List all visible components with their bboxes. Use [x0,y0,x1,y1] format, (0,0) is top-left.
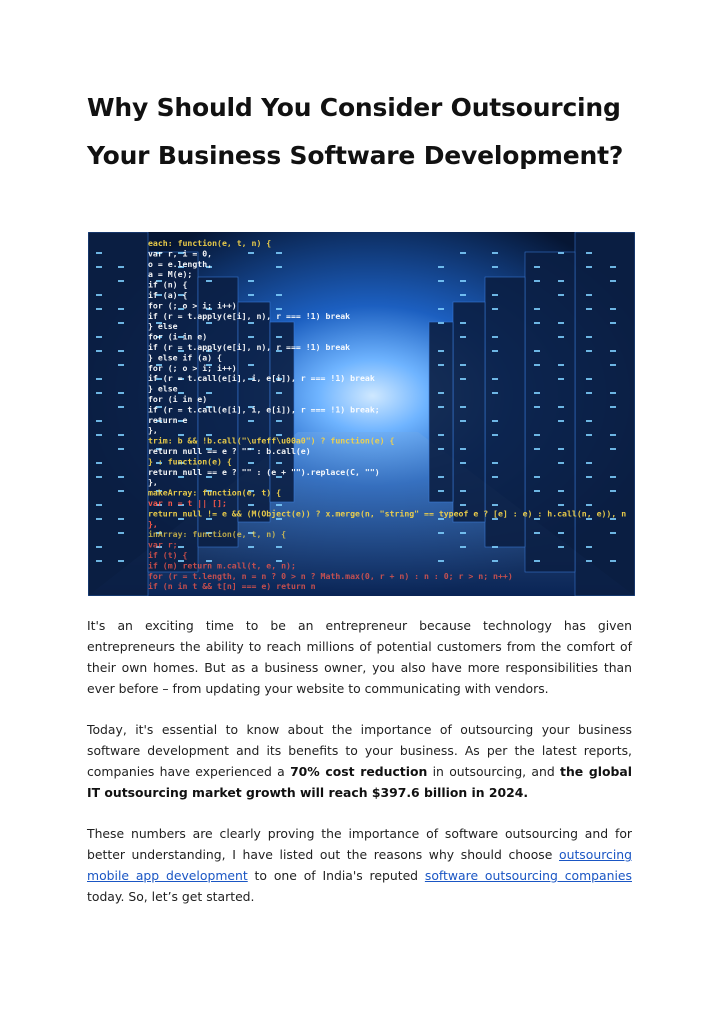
rack-light [610,322,616,324]
code-line: for (; o > i; i++) [148,362,237,373]
rack-light [248,364,254,366]
code-line: each: function(e, t, n) { [148,238,272,248]
rack-light [534,266,540,268]
rack-light [248,462,254,464]
code-line: trim: b && !b.call("\ufeff\u00a0") ? function(e) { [148,435,395,446]
rack-light [438,308,444,310]
rack-light [438,490,444,492]
stats-text-1: Today, it's essential to know about the importance of outsourcing your business software development and its benefits to your business. As per the latest reports, companies have experienced a [87,722,632,779]
rack-light [118,364,124,366]
rack-light [276,546,282,548]
rack-light [276,336,282,338]
rack-light [534,434,540,436]
rack-light [586,434,592,436]
rack-light [558,322,564,324]
rack-light [438,406,444,408]
rack-light [610,350,616,352]
rack-light [276,462,282,464]
rack-light [438,392,444,394]
rack-light [96,560,102,562]
rack-light [558,546,564,548]
rack-light [460,406,466,408]
rack-light [610,392,616,394]
rack-light [558,378,564,380]
code-line: } else if (a) { [148,352,222,363]
rack-light [534,448,540,450]
rack-light [534,364,540,366]
rack-light [178,546,184,548]
rack-light [118,322,124,324]
rack-light [118,350,124,352]
rack-light [276,392,282,394]
code-line: makeArray: function(e, t) { [148,487,282,498]
code-line: if (m) return m.call(t, e, n); [148,560,296,571]
rack-light [96,336,102,338]
rack-light [586,294,592,296]
rack-light [276,420,282,422]
code-line: var n = t || []; [148,498,227,508]
rack-light [96,420,102,422]
rack-light [610,532,616,534]
code-line: } else [148,383,178,394]
rack-light [586,504,592,506]
rack-light [248,336,254,338]
rack-light [96,546,102,548]
rack-light [460,364,466,366]
reasons-text-2: to one of India's reputed [247,867,425,883]
software-outsourcing-companies-link[interactable]: software outsourcing companies [424,867,632,883]
rack-light [492,350,498,352]
code-line: }, [148,425,158,436]
rack-light [438,434,444,436]
rack-light [118,476,124,478]
rack-light [586,546,592,548]
rack-light [492,504,498,506]
rack-light [96,308,102,310]
rack-light [118,280,124,282]
rack-light [438,560,444,562]
rack-light [558,280,564,282]
rack-light [610,434,616,436]
rack-light [438,280,444,282]
rack-light [492,252,498,254]
rack-light [610,280,616,282]
rack-light [118,406,124,408]
rack-light [248,280,254,282]
rack-light [586,378,592,380]
rack-light [558,462,564,464]
rack-light [96,294,102,296]
rack-light [460,280,466,282]
code-line: if (r = t.call(e[i], i, e[i]), r === !1) break; [148,404,380,415]
rack-light [534,308,540,310]
market-growth-stat: the global IT outsourcing market growth will reach $397.6 billion in 2024. [87,763,632,800]
reasons-text-1: These numbers are clearly proving the importance of software outsourcing and for better understanding, I have listed out the reasons why should choose [87,826,632,862]
rack-light [96,266,102,268]
rack-light [492,336,498,338]
rack-light [558,420,564,422]
rack-light [610,406,616,408]
rack-light [96,504,102,506]
rack-light [460,322,466,324]
rack-light [96,392,102,394]
code-line: for (i in e) [148,394,208,404]
rack-light [118,448,124,450]
rack-light [534,350,540,352]
rack-light [438,350,444,352]
code-line: } else [148,321,178,332]
code-line: o = e.length, [148,258,213,269]
rack-light [460,252,466,254]
code-line: }, [148,518,158,529]
rack-light [610,476,616,478]
code-line: } : function(e) { [148,456,232,467]
rack-light [558,252,564,254]
rack-light [460,546,466,548]
code-line: return e [148,414,188,425]
code-line: if (r = t.apply(e[i], n), r === !1) break [148,310,351,321]
code-line: if (t) { [148,550,188,560]
code-line: var r; [148,539,178,550]
rack-light [248,252,254,254]
rack-light [610,266,616,268]
code-line: for (i in e) [148,331,208,342]
rack-light [276,266,282,268]
rack-light [460,448,466,450]
code-line: return null != e && (M(Object(e)) ? x.merge(n, "string" == typeof e ? [e] : e) : h.call(n, e)), n [148,508,627,519]
rack-light [248,546,254,548]
rack-light [586,308,592,310]
rack-light [586,462,592,464]
code-line: return null == e ? "" : b.call(e) [148,446,311,456]
rack-light [492,462,498,464]
code-line: for (r = t.length, n = n ? 0 > n ? Math.max(0, r + n) : n : 0; r > n; n++) [148,570,513,581]
rack-light [118,490,124,492]
rack-light [460,420,466,422]
rack-light [534,392,540,394]
code-line: if (r = t.call(e[i], i, e[i]), r === !1) break [148,373,375,384]
rack-light [534,490,540,492]
rack-light [534,280,540,282]
rack-light [248,420,254,422]
rack-light [460,378,466,380]
rack-light [118,392,124,394]
rack-light [586,420,592,422]
code-line: if (r = t.apply(e[i], n), r === !1) break [148,342,351,352]
cost-reduction-stat: 70% cost reduction [290,763,428,779]
rack-light [492,560,498,562]
rack-light [558,336,564,338]
rack-light [610,560,616,562]
rack-light [492,378,498,380]
rack-light [586,476,592,478]
rack-light [610,308,616,310]
rack-light [248,322,254,324]
rack-light [118,560,124,562]
code-line: }, [148,477,158,488]
rack-light [558,364,564,366]
code-line: if (a) { [148,290,188,300]
rack-light [558,294,564,296]
rack-light [492,308,498,310]
rack-light [534,560,540,562]
rack-light [610,364,616,366]
rack-light [534,322,540,324]
rack-light [118,434,124,436]
hero-image [88,232,635,596]
rack-light [248,504,254,506]
server-room-code-illustration [88,232,635,596]
code-line: var r, i = 0, [148,248,213,259]
reasons-paragraph [87,824,632,908]
rack-light [586,560,592,562]
code-line: inArray: function(e, t, n) { [148,529,287,540]
rack-light [492,420,498,422]
rack-light [118,266,124,268]
title-line-2: Your Business Software Development? [87,141,624,170]
article-title [87,84,647,180]
rack-light [438,364,444,366]
rack-light [438,448,444,450]
stats-paragraph [87,720,632,804]
rack-light [558,406,564,408]
rack-light [558,504,564,506]
rack-light [118,518,124,520]
rack-light [438,322,444,324]
rack-light [586,350,592,352]
rack-light [276,308,282,310]
rack-light [276,294,282,296]
rack-light [586,252,592,254]
rack-light [438,532,444,534]
code-line: return null == e ? "" : (e + "").replace(C, "") [148,466,380,477]
rack-light [460,462,466,464]
rack-light [460,294,466,296]
rack-light [586,392,592,394]
rack-light [206,280,212,282]
rack-light [558,448,564,450]
rack-light [586,336,592,338]
rack-light [492,476,498,478]
rack-light [492,294,498,296]
rack-light [206,322,212,324]
intro-paragraph: It's an exciting time to be an entrepreneur because technology has given entrepreneurs the ability to reach millions of potential customers from the comfort of their own homes. But as a business owner, you also have more responsibilities than ever before – from updating your website to communicating with vendors. [87,618,632,696]
rack-light [610,490,616,492]
rack-light [460,532,466,534]
rack-light [492,546,498,548]
rack-light [534,476,540,478]
rack-light [118,532,124,534]
rack-light [534,532,540,534]
rack-light [96,462,102,464]
stats-text-2: in outsourcing, and [427,763,561,779]
code-line: if (n) { [148,279,188,290]
code-line: if (n in t && t[n] === e) return n [148,581,316,592]
rack-light [534,406,540,408]
rack-light [460,336,466,338]
rack-light [276,504,282,506]
rack-light [438,266,444,268]
rack-light [492,266,498,268]
outsourcing-mobile-app-development-link[interactable]: outsourcing mobile app development [87,846,632,883]
rack-light [96,518,102,520]
rack-light [460,490,466,492]
code-line: a = M(e); [148,269,193,280]
rack-light [558,490,564,492]
rack-light [96,350,102,352]
rack-light [492,392,498,394]
rack-light [438,476,444,478]
rack-light [492,434,498,436]
rack-light [96,252,102,254]
rack-light [96,378,102,380]
rack-light [460,504,466,506]
rack-light [248,294,254,296]
code-line: for (; o > i; i++) [148,300,237,311]
rack-light [610,448,616,450]
rack-light [558,532,564,534]
rack-light [96,434,102,436]
reasons-text-3: today. So, let’s get started. [87,888,255,904]
title-line-1: Why Should You Consider Outsourcing [87,93,621,122]
rack-light [276,252,282,254]
rack-light [118,308,124,310]
rack-light [96,476,102,478]
rack-light [586,266,592,268]
